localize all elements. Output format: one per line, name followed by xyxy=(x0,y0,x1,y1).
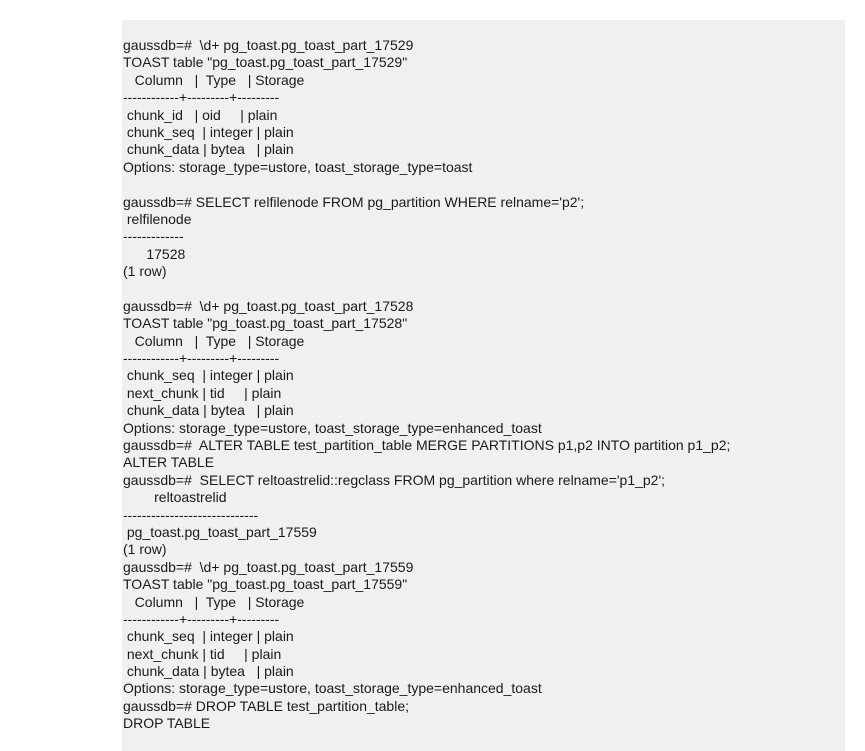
console-line: ALTER TABLE xyxy=(123,454,215,471)
console-line: next_chunk | tid | plain xyxy=(123,384,282,401)
console-line: TOAST table "pg_toast.pg_toast_part_17559" xyxy=(123,576,408,593)
console-line: Options: storage_type=ustore, toast_storage_type=enhanced_toast xyxy=(123,680,542,697)
console-line: gaussdb=# DROP TABLE test_partition_table; xyxy=(123,697,410,714)
console-line: Column | Type | Storage xyxy=(123,71,305,88)
console-line xyxy=(122,176,845,193)
console-line: ------------+---------+--------- xyxy=(123,610,280,627)
console-line: ------------+---------+--------- xyxy=(123,89,280,106)
console-line: chunk_seq | integer | plain xyxy=(123,123,294,140)
console-line: gaussdb=# \d+ pg_toast.pg_toast_part_17528 xyxy=(123,297,414,314)
console-line: next_chunk | tid | plain xyxy=(123,645,282,662)
console-line: (1 row) xyxy=(123,541,167,558)
console-line: gaussdb=# \d+ pg_toast.pg_toast_part_17559 xyxy=(123,558,414,575)
console-line: Column | Type | Storage xyxy=(123,593,305,610)
console-line: relfilenode xyxy=(123,210,192,227)
console-line: chunk_seq | integer | plain xyxy=(123,367,294,384)
console-line: pg_toast.pg_toast_part_17559 xyxy=(123,523,317,540)
console-line: (1 row) xyxy=(123,263,167,280)
console-line: gaussdb=# \d+ pg_toast.pg_toast_part_17529 xyxy=(123,37,414,53)
console-line: gaussdb=# ALTER TABLE test_partition_table MERGE PARTITIONS p1,p2 INTO partition p1_p2; xyxy=(123,436,731,453)
console-line: Options: storage_type=ustore, toast_storage_type=enhanced_toast xyxy=(123,419,542,436)
console-line: ------------- xyxy=(123,228,184,245)
console-line: chunk_data | bytea | plain xyxy=(123,663,294,680)
console-line: gaussdb=# SELECT relfilenode FROM pg_partition WHERE relname='p2'; xyxy=(123,193,585,210)
console-line: ------------+---------+--------- xyxy=(123,350,280,367)
console-line: chunk_id | oid | plain xyxy=(123,106,278,123)
console-line: reltoastrelid xyxy=(123,489,227,506)
console-line: DROP TABLE xyxy=(123,715,211,732)
console-line: gaussdb=# SELECT reltoastrelid::regclass FROM pg_partition where relname='p1_p2'; xyxy=(123,471,666,488)
console-line: Options: storage_type=ustore, toast_storage_type=toast xyxy=(123,158,473,175)
console-line: chunk_data | bytea | plain xyxy=(123,141,294,158)
console-line: Column | Type | Storage xyxy=(123,332,305,349)
console-output-block xyxy=(122,20,845,751)
console-line: chunk_data | bytea | plain xyxy=(123,402,294,419)
console-line: 17528 xyxy=(123,245,186,262)
console-line xyxy=(122,280,845,297)
console-line: ----------------------------- xyxy=(123,506,259,523)
console-line: TOAST table "pg_toast.pg_toast_part_17529" xyxy=(123,54,408,71)
console-line: TOAST table "pg_toast.pg_toast_part_17528" xyxy=(123,315,408,332)
console-line: chunk_seq | integer | plain xyxy=(123,628,294,645)
